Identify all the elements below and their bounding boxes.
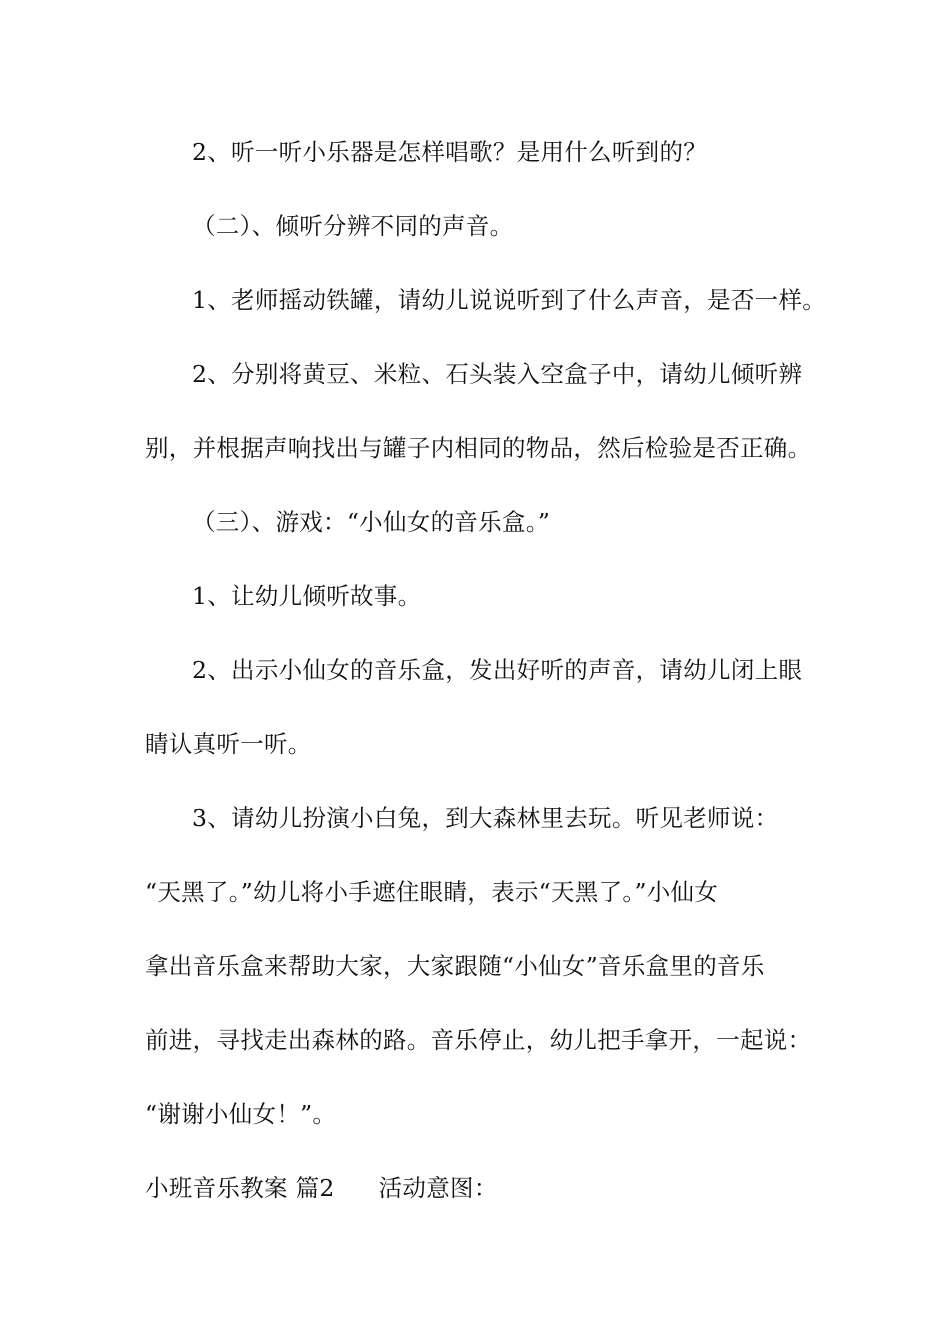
paragraph-line: 拿出音乐盒来帮助大家，大家跟随“小仙女”音乐盒里的音乐 [145,952,765,980]
paragraph-line: 别，并根据声响找出与罐子内相同的物品，然后检验是否正确。 [145,434,812,462]
paragraph-line: 前进，寻找走出森林的路。音乐停止，幼儿把手拿开，一起说： [145,1026,812,1054]
paragraph-line: （三）、游戏：“小仙女的音乐盒。” [192,508,551,536]
section-subtitle: 活动意图： [378,1174,498,1202]
paragraph-line: “谢谢小仙女！”。 [145,1100,337,1128]
paragraph-line: 1、让幼儿倾听故事。 [192,582,422,610]
paragraph-line: （二）、倾听分辨不同的声音。 [192,212,514,240]
paragraph-line: 1、老师摇动铁罐，请幼儿说说听到了什么声音，是否一样。 [192,286,827,314]
paragraph-line: 2、分别将黄豆、米粒、石头装入空盒子中，请幼儿倾听辨 [192,360,803,388]
paragraph-line: “天黑了。”幼儿将小手遮住眼睛，表示“天黑了。”小仙女 [145,878,719,906]
paragraph-line: 2、出示小仙女的音乐盒，发出好听的声音，请幼儿闭上眼 [192,656,803,684]
paragraph-line: 3、请幼儿扮演小白兔，到大森林里去玩。听见老师说： [192,804,779,832]
section-heading [145,1173,498,1203]
paragraph-line: 2、听一听小乐器是怎样唱歌？是用什么听到的？ [192,138,708,166]
paragraph-line: 睛认真听一听。 [145,730,312,758]
section-title: 小班音乐教案 篇2 [145,1174,335,1202]
